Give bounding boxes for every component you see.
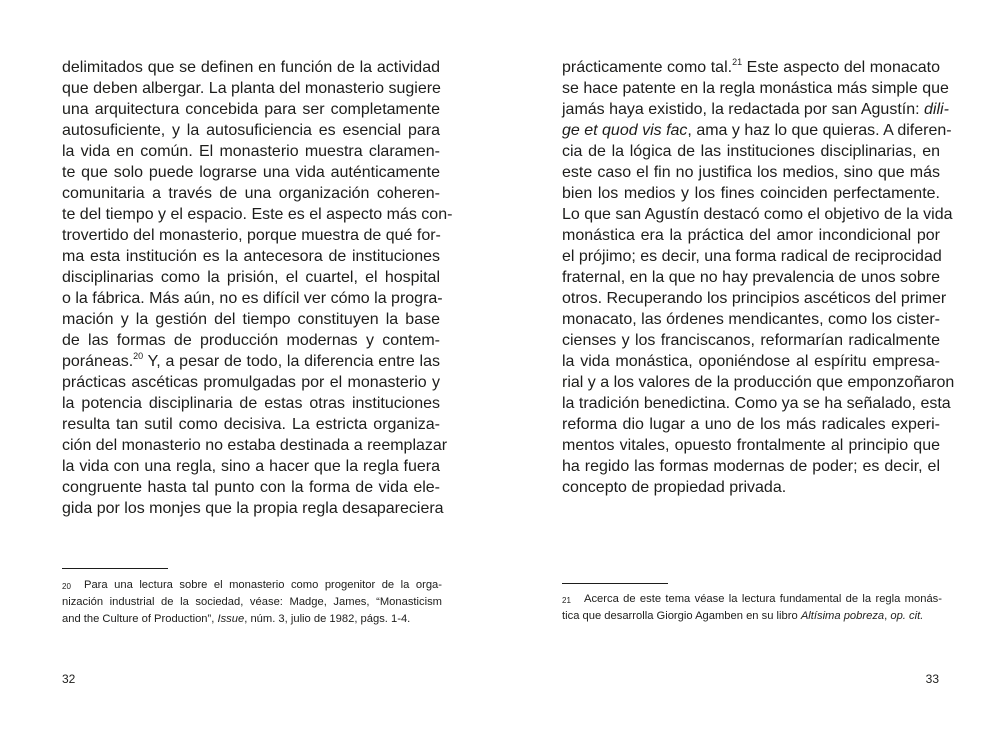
text-fragment: , núm. 3, julio de 1982, págs. 1-4. [244,613,411,625]
text-line: la vida monástica, oponiéndose al espíritu empresa- [562,353,940,370]
text-line-with-note-ref [62,351,440,372]
text-line: de las formas de producción modernas y contem- [62,332,440,349]
footnote-separator [62,568,168,569]
text-line: resulta tan sutil como decisiva. La estricta organiza- [62,416,440,433]
text-line: que deben albergar. La planta del monasterio sugiere [62,80,441,97]
text-line: disciplinarias como la prisión, el cuartel, el hospital [62,269,440,286]
text-line: autosuficiente, y la autosuficiencia es esencial para [62,122,440,139]
footnote-20 [62,577,442,628]
text-line: o la fábrica. Más aún, no es difícil ver cómo la progra- [62,290,443,307]
text-line [562,99,949,120]
text-fragment: , [884,610,891,622]
text-line: gida por los monjes que la propia regla desapareciera [62,500,444,517]
text-line: delimitados que se definen en función de la actividad [62,59,440,76]
text-line: trovertido del monasterio, porque muestra de qué for- [62,227,441,244]
text-line: la vida en común. El monasterio muestra claramen- [62,143,440,160]
right-body-text [562,56,955,498]
italic-quote: dili- [924,101,949,118]
text-line: cia de la lógica de las instituciones disciplinarias, en [562,143,940,160]
footnote-number: 20 [62,582,71,591]
text-fragment: and the Culture of Production”, [62,613,218,625]
page-number: 33 [925,672,939,686]
italic-citation: op. cit. [890,610,924,622]
text-line: ción del monasterio no estaba destinada a reemplazar [62,437,448,454]
text-line: ma esta institución es la antecesora de instituciones [62,248,440,265]
text-line: otros. Recuperando los principios ascéticos del primer [562,290,947,307]
footnote-reference-20[interactable]: 20 [133,350,144,361]
italic-quote: ge et quod vis fac [562,122,688,139]
text-line: cienses y los franciscanos, reformarían radicalmente [562,332,940,349]
footnote-text: Acerca de este tema véase la lectura fundamental de la regla monás- [584,593,942,605]
text-fragment: prácticamente como tal. [562,59,733,76]
text-line: la tradición benedictina. Como ya se ha señalado, esta [562,395,951,412]
text-line: prácticas ascéticas promulgadas por el monasterio y [62,374,440,391]
text-line: bien los medios y los fines coinciden perfectamente. [562,185,940,202]
text-line: este caso el fin no justifica los medios, sino que más [562,164,940,181]
footnote-line [562,591,942,608]
footnote-21 [562,591,942,625]
footnote-line: nización industrial de la sociedad, véase: Madge, James, “Monasticism [62,596,442,608]
text-line: monacato, las órdenes mendicantes, como los cister- [562,311,940,328]
text-line: te del tiempo y el espacio. Este es el aspecto más con- [62,206,453,223]
text-line: una arquitectura concebida para ser completamente [62,101,440,118]
footnote-number: 21 [562,596,571,605]
footnote-line [62,577,442,594]
text-fragment: tica que desarrolla Giorgio Agamben en su libro [562,610,801,622]
text-fragment: jamás haya existido, la redactada por san Agustín: [562,101,924,118]
footnote-text: Para una lectura sobre el monasterio como progenitor de la orga- [84,579,442,591]
text-line: ha regido las formas modernas de poder; es decir, el [562,458,940,475]
text-line: mación y la gestión del tiempo constituyen la base [62,311,440,328]
footnote-line [562,608,942,625]
text-line: se hace patente en la regla monástica más simple que [562,80,949,97]
footnote-line [62,611,442,628]
text-line: rial y a los valores de la producción que emponzoñaron [562,374,955,391]
italic-title: Altísima pobreza [800,610,885,622]
text-line: reforma dio lugar a uno de los más radicales experi- [562,416,940,433]
left-body-text [62,57,453,519]
text-line: fraternal, en la que no hay prevalencia de unos sobre [562,269,941,286]
text-line: te que solo puede lograrse una vida auténticamente [62,164,440,181]
text-line: la vida con una regla, sino a hacer que la regla fuera [62,458,440,475]
text-line-last: concepto de propiedad privada. [562,479,787,496]
page-number: 32 [62,672,76,686]
text-line-with-note-ref [562,57,940,78]
text-line: la potencia disciplinaria de estas otras instituciones [62,395,440,412]
text-line: Lo que san Agustín destacó como el objetivo de la vida [562,206,953,223]
text-line: el prójimo; es decir, una forma radical de reciprocidad [562,248,942,265]
text-fragment: poráneas. [62,353,134,370]
italic-title: Issue [217,613,245,625]
text-fragment: , ama y haz lo que quieras. A diferen- [687,122,952,139]
text-line: monástica era la práctica del amor incondicional por [562,227,940,244]
text-line [562,120,952,141]
text-fragment: Este aspecto del monacato [742,59,940,76]
text-fragment: Y, a pesar de todo, la diferencia entre las [143,353,440,370]
text-line: mentos vitales, opuesto frontalmente al principio que [562,437,940,454]
text-line: comunitaria a través de una organización coheren- [62,185,440,202]
footnote-separator [562,583,668,584]
text-line: congruente hasta tal punto con la forma de vida ele- [62,479,440,496]
right-page [500,0,1000,750]
footnote-reference-21[interactable]: 21 [732,56,743,67]
